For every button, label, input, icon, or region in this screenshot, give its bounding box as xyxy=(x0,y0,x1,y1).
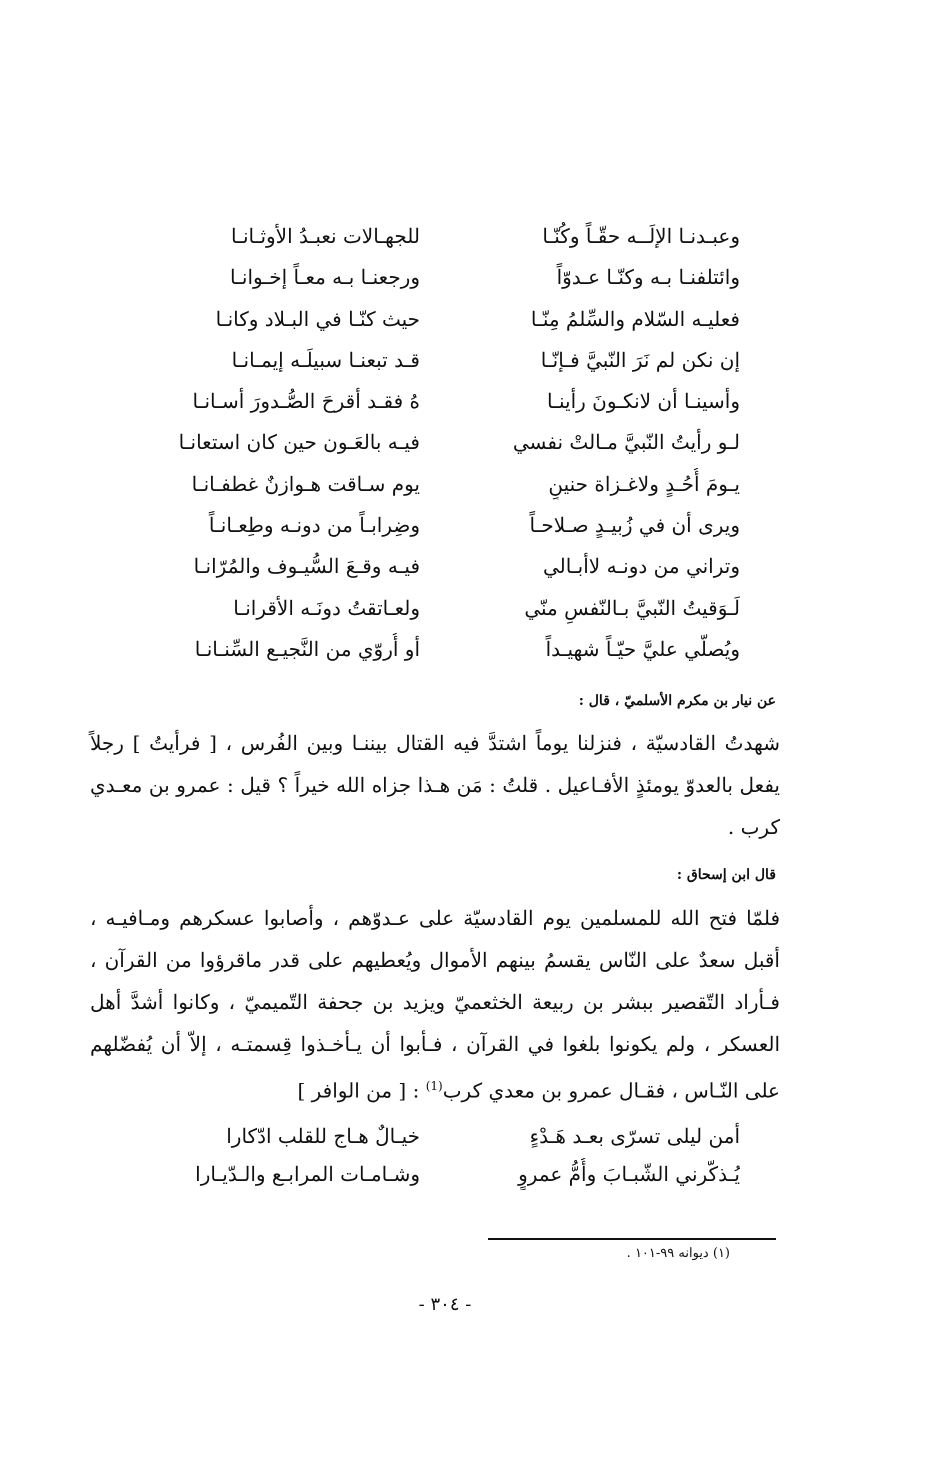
verse-line xyxy=(150,303,740,344)
verse-line xyxy=(150,1158,740,1196)
verse-second-hemistich: هُ فقـد أقرحَ الصُّـدورَ أسـانـا xyxy=(192,389,420,414)
verse-line xyxy=(150,426,740,467)
verse-second-hemistich: قـد تبعنـا سبيلَـه إيمـانـا xyxy=(231,347,420,372)
verse-second-hemistich: وشـامـات المرابـع والـدّيـارا xyxy=(195,1162,420,1186)
verse-second-hemistich: حيث كنّـا في البـلاد وكانـا xyxy=(215,306,420,331)
verse-first-hemistich: وائتلفنـا بـه وكنّـا عـدوّاً xyxy=(556,265,740,290)
verse-first-hemistich: وتراني من دونـه لاأبـالي xyxy=(542,554,740,579)
verse-line xyxy=(150,592,740,633)
verse-line xyxy=(150,385,740,426)
footnote-divider xyxy=(488,1238,776,1240)
verse-second-hemistich: يوم سـاقت هـوازنٌ غطفـانـا xyxy=(191,471,420,496)
verse-line xyxy=(150,633,740,674)
prose-paragraph: شهدتُ القادسيّة ، فنزلنا يوماً اشتدَّ فيه القتال بيننـا وبين الفُرس ، [ فرأيتُ ] رجلاً يفعل بالعدوّ يومئذٍ الأفـاعيل . قلتُ : مَن هـذا جزاه الله خيراً ؟ قيل : عمرو بن معـدي كرب . xyxy=(90,731,780,839)
verse-first-hemistich: وأسينـا أن لانكـونَ رأينـا xyxy=(547,389,740,414)
verse-line xyxy=(150,220,740,261)
page-number: - ٣٠٤ - xyxy=(418,1294,472,1315)
verse-second-hemistich: للجهـالات نعبـدُ الأوثـانـا xyxy=(230,224,420,248)
verse-first-hemistich: يـومَ أُحُـدٍ ولاغـزاة حنينٍ xyxy=(548,471,740,496)
poem-block xyxy=(150,1120,740,1196)
footnote-reference: (1) xyxy=(425,1079,443,1093)
verse-line xyxy=(150,468,740,509)
verse-first-hemistich: فعليـه السّلام والسِّلمُ مِنّـا xyxy=(530,306,740,331)
verse-first-hemistich: لَـوَقيتُ النّبيَّ بـالنّفسِ منّي xyxy=(524,595,740,620)
section-heading: عن نيار بن مكرم الأسلميّ ، قال : xyxy=(578,693,776,709)
verse-first-hemistich: إن نكن لم نَرَ النّبيَّ فـإنّـا xyxy=(540,347,740,372)
verse-first-hemistich: لـو رأيتُ النّبيَّ مـالتْ نفسي xyxy=(512,430,740,455)
verse-first-hemistich: ويرى أن في زُبيـدٍ صـلاحـاً xyxy=(529,513,740,538)
verse-line xyxy=(150,261,740,302)
verse-second-hemistich: خيـالٌ هـاج للقلب ادّكارا xyxy=(226,1124,420,1148)
verse-line xyxy=(150,344,740,385)
verse-line xyxy=(150,550,740,591)
prose-paragraph xyxy=(90,897,780,1112)
verse-second-hemistich: فيـه بالعَـون حين كان استعانـا xyxy=(178,430,420,455)
meter-label: : [ من الوافر ] xyxy=(297,1078,420,1103)
verse-second-hemistich: وضِرابـاً من دونـه وطِعـانـاً xyxy=(208,513,420,538)
verse-first-hemistich: ويُصلّي عليَّ حيّـاً شهيـداً xyxy=(545,636,740,661)
section-heading: قال ابن إسحاق : xyxy=(676,867,776,883)
verse-second-hemistich: أو أُروّي من النَّجيـع السِّنـانـا xyxy=(194,636,420,661)
verse-line xyxy=(150,509,740,550)
poem-block xyxy=(150,220,740,674)
verse-first-hemistich: وعبـدنـا الإلَــه حقّـاً وكُنّـا xyxy=(542,224,740,248)
verse-second-hemistich: ورجعنـا بـه معـاً إخـوانـا xyxy=(229,265,420,290)
prose-text: فلمّا فتح الله للمسلمين يوم القادسيّة على عـدوّهم ، وأصابوا عسكرهم ومـافيـه ، أقبل سعدٌ على النّاس يقسمُ بينهم الأموال ويُعطيهم على قدر ماقرؤوا من القرآن ، فـأراد التّقصير ببشر بن ربيعة الخثعميّ ويزيد بن جحفة التّميميّ ، وكانوا أشدَّ أهل العسكر ، ولم يكونوا بلغوا في القرآن ، فـأبوا أن يـأخـذوا قِسمتـه ، إلاّ أن يُفضّلهم على النّـاس ، فقـال عمرو بن معدي كرب xyxy=(90,906,780,1103)
verse-second-hemistich: ولعـاتقتُ دونَـه الأقرانـا xyxy=(233,595,420,620)
verse-first-hemistich: يُـذكّرني الشّبـابَ وأُمُّ عمروٍ xyxy=(518,1162,740,1186)
verse-second-hemistich: فيـه وقـعَ السُّيـوف والمُرّانـا xyxy=(193,554,420,579)
verse-line xyxy=(150,1120,740,1158)
verse-first-hemistich: أمن ليلى تسرّى بعـد هَـدْءٍ xyxy=(529,1124,740,1148)
footnote: (١) ديوانه ٩٩-١٠١ . xyxy=(626,1246,730,1261)
